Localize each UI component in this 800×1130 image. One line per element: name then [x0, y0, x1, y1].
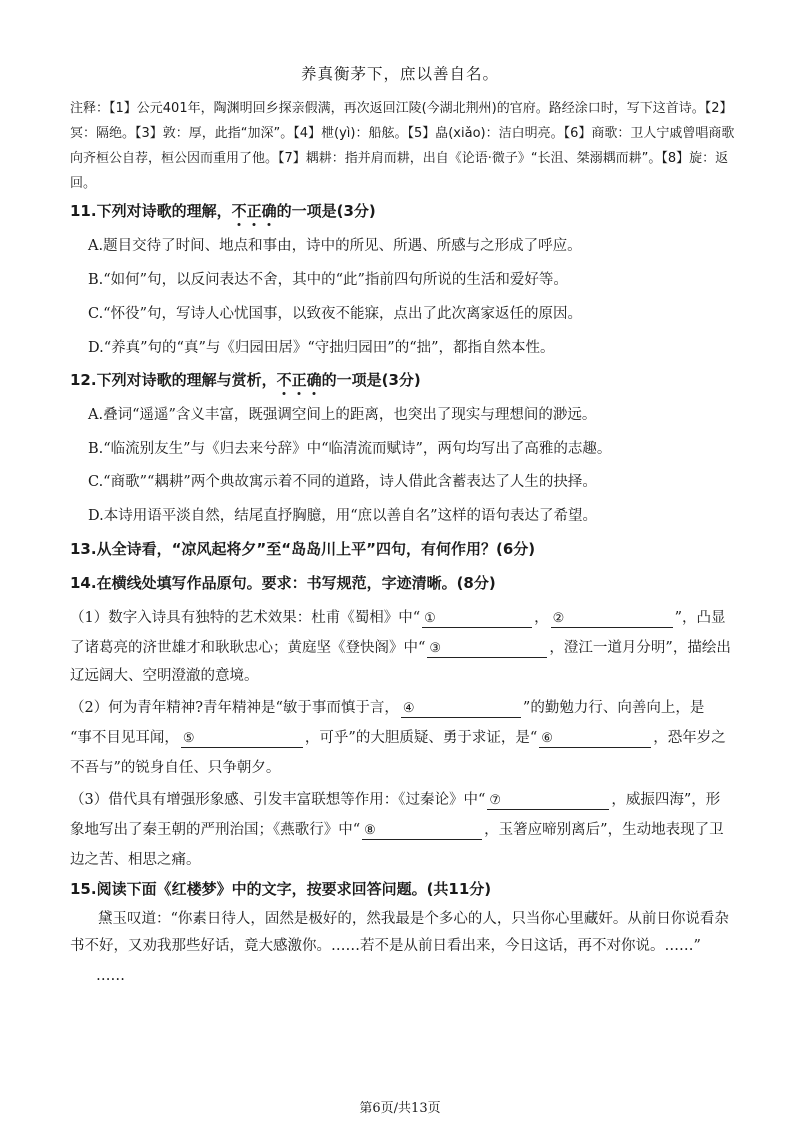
answer-blank-2[interactable]: ② — [551, 610, 673, 628]
question-13-title: 13.从全诗看，“凉风起将夕”至“岛岛川上平”四句，有何作用？(6分) — [70, 540, 536, 558]
q12-option-a: A.叠词“遥遥”含义丰富，既强调空间上的距离，也突出了现实与理想间的渺远。 — [88, 407, 597, 423]
question-11-title: 11.下列对诗歌的理解，不正确的一项是(3分) — [70, 202, 376, 220]
q14-part2-line3: 不吾与”的锐身自任、只争朝夕。 — [70, 760, 281, 776]
q14-part3-line3: 边之苦、相思之痛。 — [70, 852, 201, 868]
answer-blank-7[interactable]: ⑦ — [487, 792, 609, 810]
question-15-title: 15.阅读下面《红楼梦》中的文字，按要求回答问题。(共11分) — [70, 880, 492, 898]
q11-option-c: C.“怀役”句，写诗人心忧国事，以致夜不能寐，点出了此次离家返任的原因。 — [88, 306, 583, 322]
q12-option-d: D.本诗用语平淡自然，结尾直抒胸臆，用“庶以善自名”这样的语句表达了希望。 — [88, 508, 598, 524]
q11-option-a: A.题目交待了时间、地点和事由，诗中的所见、所遇、所感与之形成了呼应。 — [88, 238, 582, 254]
answer-blank-4[interactable]: ④ — [401, 700, 521, 718]
question-12-title: 12.下列对诗歌的理解与赏析，不正确的一项是(3分) — [70, 371, 421, 389]
note-line: 向齐桓公自荐，桓公因而重用了他。【7】耦耕：指并肩而耕，出自《论语·微子》“长沮、桀溺耦而耕”。【8】旋：返 — [70, 151, 729, 166]
q11-option-d: D.“养真”句的“真”与《归园田居》“守拙归园田”的“拙”，都指自然本性。 — [88, 340, 555, 356]
answer-blank-8[interactable]: ⑧ — [362, 822, 482, 840]
q14-part2-line2: “事不目见耳闻， ⑤ ，可乎”的大胆质疑、勇于求证，是“ ⑥ ，恐年岁之 — [70, 730, 726, 746]
reading-passage-line1: 黛玉叹道：“你素日待人，固然是极好的，然我最是个多心的人，只当你心里藏奸。从前日你说看杂 — [98, 911, 729, 927]
note-line: 回。 — [70, 176, 97, 191]
answer-blank-3[interactable]: ③ — [427, 640, 547, 658]
q12-option-b: B.“临流别友生”与《归去来兮辞》中“临清流而赋诗”，两句均写出了高雅的志趣。 — [88, 441, 612, 457]
q14-part1-line3: 辽远阔大、空明澄澈的意境。 — [70, 668, 259, 684]
q14-part3-line1: （3）借代具有增强形象感、引发丰富联想等作用：《过秦论》中“ ⑦ ，威振四海”，形 — [70, 792, 721, 808]
q12-option-c: C.“商歌”“耦耕”两个典故寓示着不同的道路，诗人借此含蓄表达了人生的抉择。 — [88, 474, 597, 490]
answer-blank-5[interactable]: ⑤ — [181, 730, 303, 748]
q14-part1-line2: 了诸葛亮的济世雄才和耿耿忠心；黄庭坚《登快阁》中“ ③ ，澄江一道月分明”，描绘出 — [70, 640, 731, 656]
reading-passage-line2: 书不好，又劝我那些好话，竟大感激你。……若不是从前日看出来，今日这话，再不对你说。……” — [70, 938, 701, 954]
q11-option-b: B.“如何”句，以反问表达不舍，其中的“此”指前四句所说的生活和爱好等。 — [88, 272, 568, 288]
answer-blank-1[interactable]: ① — [422, 610, 532, 628]
page-number: 第6页/共13页 — [359, 1101, 441, 1116]
answer-blank-6[interactable]: ⑥ — [539, 730, 651, 748]
q14-part1-line1: （1）数字入诗具有独特的艺术效果：杜甫《蜀相》中“ ① ， ② ”，凸显 — [70, 610, 726, 626]
question-14-title: 14.在横线处填写作品原句。要求：书写规范，字迹清晰。(8分) — [70, 574, 496, 592]
q14-part3-line2: 象地写出了秦王朝的严刑治国；《燕歌行》中“ ⑧ ，玉箸应啼别离后”，生动地表现了卫 — [70, 822, 724, 838]
note-line: 注释：【1】公元401年，陶渊明回乡探亲假满，再次返回江陵(今湖北荆州)的官府。路经涂口时，写下这首诗。【2】 — [70, 101, 733, 116]
reading-passage-ellipsis: …… — [96, 968, 125, 984]
poem-last-line: 养真衡茅下，庶以善自名。 — [300, 65, 499, 83]
note-line: 冥：隔绝。【3】敦：厚，此指“加深”。【4】枻(yì)：船舷。【5】皛(xiǎo)：洁白明亮。【6】商歌：卫人宁戚曾唱商歌 — [70, 126, 735, 141]
q14-part2-line1: （2）何为青年精神?青年精神是“敏于事而慎于言， ④ ”的勤勉力行、向善向上，是 — [70, 700, 705, 716]
